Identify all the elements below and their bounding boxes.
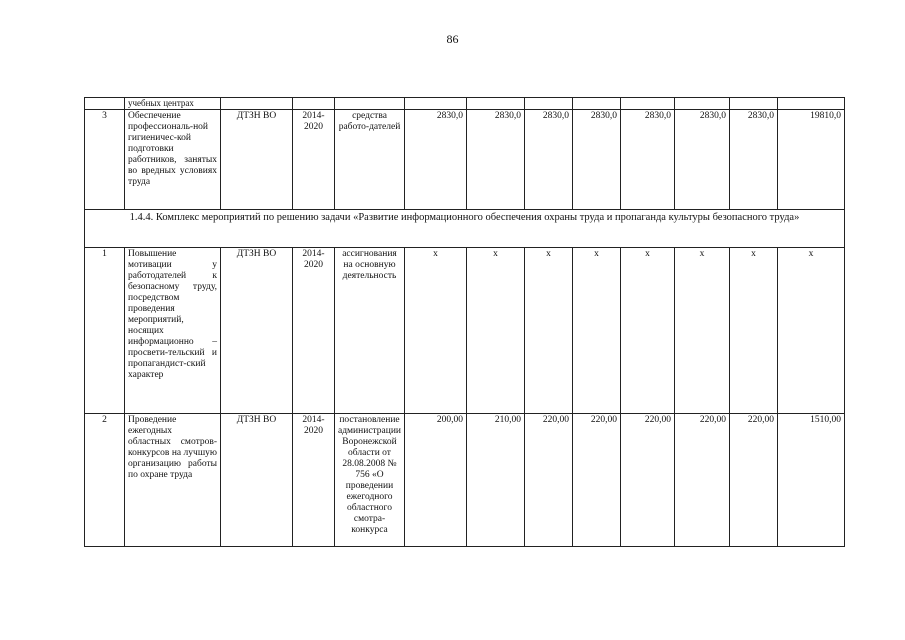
row-value: 2830,0: [525, 110, 573, 210]
row-value: 200,00: [405, 414, 467, 547]
table-row: [85, 110, 845, 210]
row-desc: Проведение ежегодных областных смотров-конкурсов на лучшую организацию работы по охране труда: [125, 414, 221, 547]
row-value: 210,00: [467, 414, 525, 547]
row-value: х: [730, 248, 778, 414]
row-value: х: [525, 248, 573, 414]
row-total: 1510,00: [778, 414, 845, 547]
row-value: х: [675, 248, 730, 414]
program-table: [84, 97, 845, 547]
table-row: [85, 414, 845, 547]
row-value: 220,00: [730, 414, 778, 547]
row-total: х: [778, 248, 845, 414]
row-source: постановление администрации Воронежской области от 28.08.2008 № 756 «О проведении ежегодного областного смотра-конкурса: [335, 414, 405, 547]
row-value: 220,00: [675, 414, 730, 547]
section-heading-row: [85, 210, 845, 248]
row-period: 2014-2020: [293, 248, 335, 414]
row-desc: учебных центрах: [125, 98, 221, 110]
row-value: 220,00: [525, 414, 573, 547]
row-value: х: [405, 248, 467, 414]
row-executor: ДТЗН ВО: [221, 110, 293, 210]
row-desc: Повышение мотивации у работодателей к безопасному труду, посредством проведения мероприятий, носящих информационно – просвети-тельский и пропагандист-ский характер: [125, 248, 221, 414]
row-total: 19810,0: [778, 110, 845, 210]
row-number: 2: [85, 414, 125, 547]
table-row: [85, 248, 845, 414]
row-number: 1: [85, 248, 125, 414]
row-value: 2830,0: [675, 110, 730, 210]
row-value: 2830,0: [467, 110, 525, 210]
row-value: х: [467, 248, 525, 414]
row-desc: Обеспечение профессиональ-ной гигиеничес-кой подготовки работников, занятых во вредных условиях труда: [125, 110, 221, 210]
row-value: х: [573, 248, 621, 414]
row-source: средства работо-дателей: [335, 110, 405, 210]
page-number: 86: [446, 32, 459, 46]
row-value: х: [621, 248, 675, 414]
row-value: 2830,0: [621, 110, 675, 210]
table-row: [85, 98, 845, 110]
row-executor: ДТЗН ВО: [221, 248, 293, 414]
row-value: 2830,0: [573, 110, 621, 210]
row-period: 2014-2020: [293, 110, 335, 210]
row-number: 3: [85, 110, 125, 210]
row-value: 2830,0: [730, 110, 778, 210]
row-value: 2830,0: [405, 110, 467, 210]
row-executor: ДТЗН ВО: [221, 414, 293, 547]
row-period: 2014-2020: [293, 414, 335, 547]
row-source: ассигнования на основную деятельность: [335, 248, 405, 414]
section-heading: 1.4.4. Комплекс мероприятий по решению задачи «Развитие информационного обеспечения охраны труда и пропаганда культуры безопасного труда»: [85, 210, 845, 248]
row-value: 220,00: [573, 414, 621, 547]
row-value: 220,00: [621, 414, 675, 547]
